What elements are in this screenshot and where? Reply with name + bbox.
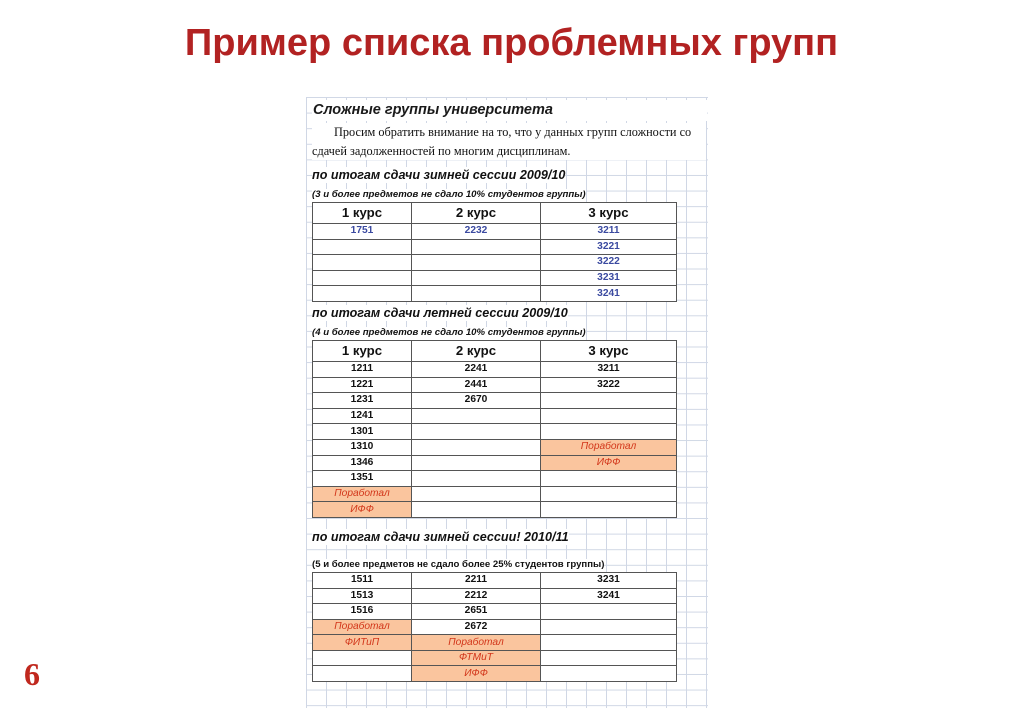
table-cell: 2232 bbox=[412, 224, 541, 240]
table-cell: 1516 bbox=[313, 604, 412, 620]
table-row bbox=[313, 361, 677, 377]
table-cell: 1211 bbox=[313, 361, 412, 377]
section-subheading: (5 и более предметов не сдало более 25% студентов группы) bbox=[312, 558, 605, 570]
table-cell bbox=[541, 650, 677, 666]
section-winter-2010 bbox=[312, 528, 682, 682]
table-row bbox=[313, 486, 677, 502]
section-heading: по итогам сдачи зимней сессии 2009/10 bbox=[312, 168, 566, 182]
table-cell bbox=[313, 255, 412, 271]
table-cell bbox=[412, 439, 541, 455]
groups-table bbox=[312, 340, 677, 518]
table-cell: 1241 bbox=[313, 408, 412, 424]
table-cell bbox=[313, 286, 412, 302]
section-winter-2009 bbox=[312, 166, 682, 302]
table-cell bbox=[541, 666, 677, 682]
table-cell: Поработал bbox=[313, 619, 412, 635]
table-cell bbox=[412, 270, 541, 286]
table-row bbox=[313, 588, 677, 604]
table-row bbox=[313, 377, 677, 393]
spreadsheet-image bbox=[306, 97, 708, 708]
table-cell: 1221 bbox=[313, 377, 412, 393]
table-cell: 3231 bbox=[541, 572, 677, 588]
table-cell bbox=[412, 286, 541, 302]
table-cell: ФТМиТ bbox=[412, 650, 541, 666]
table-cell: 1351 bbox=[313, 471, 412, 487]
section-heading: по итогам сдачи летней сессии 2009/10 bbox=[312, 305, 568, 320]
table-cell: 2211 bbox=[412, 572, 541, 588]
table-cell bbox=[541, 393, 677, 409]
table-cell: ФИТиП bbox=[313, 635, 412, 651]
table-cell bbox=[541, 408, 677, 424]
table-cell bbox=[541, 471, 677, 487]
table-row bbox=[313, 424, 677, 440]
table-cell bbox=[541, 502, 677, 518]
document-title: Сложные группы университета bbox=[312, 100, 707, 121]
section-heading: по итогам сдачи зимней сессии! 2010/11 bbox=[312, 529, 569, 544]
column-header: 1 курс bbox=[313, 340, 412, 361]
column-header: 1 курс bbox=[313, 203, 412, 224]
table-row bbox=[313, 270, 677, 286]
table-header-row bbox=[313, 340, 677, 361]
table-row bbox=[313, 619, 677, 635]
table-cell bbox=[541, 619, 677, 635]
table-cell bbox=[412, 239, 541, 255]
document-intro: Просим обратить внимание на то, что у данных групп сложности со сдачей задолженностей по многим дисциплинам. bbox=[312, 123, 706, 160]
table-cell: 3211 bbox=[541, 224, 677, 240]
table-cell: Поработал bbox=[541, 439, 677, 455]
table-cell bbox=[412, 502, 541, 518]
table-cell: 2212 bbox=[412, 588, 541, 604]
table-cell bbox=[541, 486, 677, 502]
table-cell: 2241 bbox=[412, 361, 541, 377]
table-cell: 3221 bbox=[541, 239, 677, 255]
table-cell bbox=[313, 666, 412, 682]
table-cell: 3211 bbox=[541, 361, 677, 377]
table-row bbox=[313, 224, 677, 240]
table-cell: 1751 bbox=[313, 224, 412, 240]
table-cell: 3241 bbox=[541, 286, 677, 302]
slide-title: Пример списка проблемных групп bbox=[184, 22, 839, 64]
section-subheading: (3 и более предметов не сдало 10% студентов группы) bbox=[312, 189, 586, 200]
table-cell bbox=[412, 471, 541, 487]
table-cell: 2670 bbox=[412, 393, 541, 409]
table-row bbox=[313, 408, 677, 424]
table-cell: 3222 bbox=[541, 255, 677, 271]
table-cell: 3231 bbox=[541, 270, 677, 286]
table-cell bbox=[412, 486, 541, 502]
table-row bbox=[313, 439, 677, 455]
table-cell: 1310 bbox=[313, 439, 412, 455]
table-row bbox=[313, 635, 677, 651]
table-row bbox=[313, 502, 677, 518]
table-cell: 2651 bbox=[412, 604, 541, 620]
table-row bbox=[313, 239, 677, 255]
column-header: 3 курс bbox=[541, 203, 677, 224]
table-cell: 1513 bbox=[313, 588, 412, 604]
table-row bbox=[313, 666, 677, 682]
column-header: 2 курс bbox=[412, 203, 541, 224]
table-cell: 3241 bbox=[541, 588, 677, 604]
table-header-row bbox=[313, 203, 677, 224]
table-cell bbox=[541, 635, 677, 651]
table-cell bbox=[313, 270, 412, 286]
table-cell bbox=[412, 255, 541, 271]
groups-table bbox=[312, 202, 677, 302]
table-row bbox=[313, 255, 677, 271]
table-cell: ИФФ bbox=[412, 666, 541, 682]
table-row bbox=[313, 471, 677, 487]
table-row bbox=[313, 650, 677, 666]
table-row bbox=[313, 455, 677, 471]
groups-table bbox=[312, 572, 677, 682]
table-cell: 2441 bbox=[412, 377, 541, 393]
table-cell bbox=[412, 408, 541, 424]
table-cell: 1346 bbox=[313, 455, 412, 471]
table-cell bbox=[313, 239, 412, 255]
table-cell bbox=[541, 604, 677, 620]
table-cell: 2672 bbox=[412, 619, 541, 635]
table-row bbox=[313, 604, 677, 620]
table-cell: 1231 bbox=[313, 393, 412, 409]
table-row bbox=[313, 393, 677, 409]
table-row bbox=[313, 572, 677, 588]
table-cell bbox=[412, 455, 541, 471]
table-cell: Поработал bbox=[313, 486, 412, 502]
table-cell: 1511 bbox=[313, 572, 412, 588]
table-cell: ИФФ bbox=[313, 502, 412, 518]
section-summer-2009 bbox=[312, 304, 682, 518]
table-cell bbox=[541, 424, 677, 440]
table-cell: ИФФ bbox=[541, 455, 677, 471]
column-header: 2 курс bbox=[412, 340, 541, 361]
section-subheading: (4 и более предметов не сдало 10% студентов группы) bbox=[312, 326, 586, 338]
table-cell: Поработал bbox=[412, 635, 541, 651]
table-cell: 1301 bbox=[313, 424, 412, 440]
table-row bbox=[313, 286, 677, 302]
table-cell bbox=[313, 650, 412, 666]
table-cell: 3222 bbox=[541, 377, 677, 393]
column-header: 3 курс bbox=[541, 340, 677, 361]
slide-number: 6 bbox=[24, 656, 40, 692]
table-cell bbox=[412, 424, 541, 440]
